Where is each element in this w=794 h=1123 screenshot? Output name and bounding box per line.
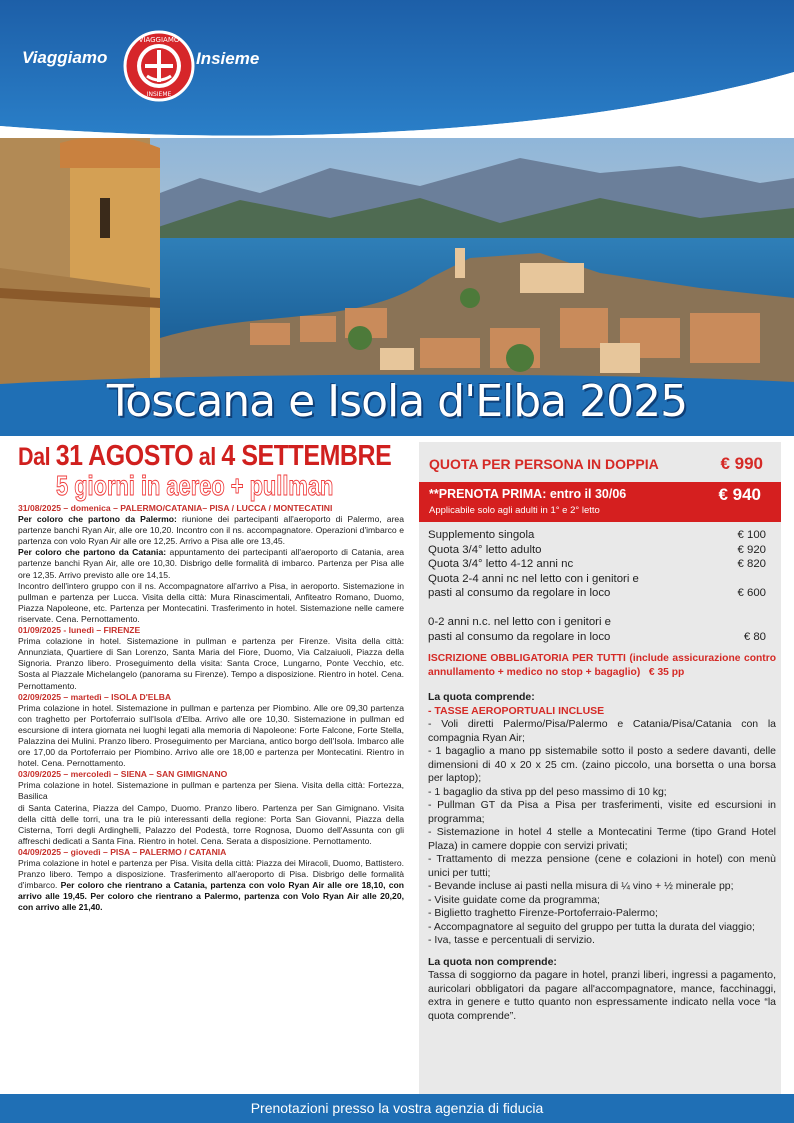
excludes-text: Tassa di soggiorno da pagare in hotel, pranzi liberi, ingressi a pagamento, auricolari obbligatori da pagare all'accompagnatore, mance, facchinaggi, extra in genere e tutto quanto non espressamente indicato nella voce “la quota comprende”.: [428, 969, 776, 1022]
supplements-list: [428, 528, 766, 644]
logo-bottom-text: INSIEME: [146, 91, 172, 98]
brand-left-text: Viaggiamo: [22, 48, 108, 67]
dates-mid: al: [198, 443, 216, 471]
includes-item: - Accompagnatore al seguito del gruppo per tutta la durata del viaggio;: [428, 920, 755, 933]
includes-item: - Pullman GT da Pisa a Pisa per trasferimenti, visite ed escursioni in programma;: [428, 799, 776, 825]
footer: [0, 1094, 794, 1123]
logo-top-text: VIAGGIAMO: [138, 36, 180, 44]
pricing-panel: [419, 442, 781, 1110]
child-0-2-line1: 0-2 anni n.c. nel letto con i genitori e: [428, 615, 611, 628]
day-heading: 02/09/2025 – martedì – ISOLA D'ELBA: [18, 691, 172, 702]
includes-item: - Iva, tasse e percentuali di servizio.: [428, 934, 595, 946]
promo-price: € 940: [718, 485, 761, 504]
elba-landscape-illustration: [0, 138, 794, 396]
includes-item: - Bevande incluse ai pasti nella misura di ¼ vino + ½ minerale pp;: [428, 880, 734, 892]
supplement-row: Quota 3/4° letto adulto € 920: [428, 543, 766, 556]
excludes-heading: La quota non comprende:: [428, 955, 557, 968]
promo-label: **PRENOTA PRIMA: entro il 30/06: [429, 487, 627, 501]
includes-item: - Voli diretti Palermo/Pisa/Palermo e Catania/Pisa/Catania con la compagnia Ryan Air;: [428, 718, 776, 744]
day-paragraph: Incontro dell'intero gruppo con il ns. Accompagnatore all'arrivo a Pisa, in aeroporto. Sistemazione in pullman e partenza per Lucca. Visita della città: Mura Rinascimentali, Anfiteatro Romano, Duomo, Piazza Napoleone, etc. Partenza per Montecatini. Trasferimento in hotel. Sistemazione nelle camere riservate. Cena. Pernottamento.: [18, 580, 404, 624]
page-title: Toscana e Isola d'Elba 2025: [106, 376, 688, 427]
includes-item: - 1 bagaglio da stiva pp del peso massimo di 10 kg;: [428, 785, 667, 798]
hero-image: [0, 138, 794, 396]
day-heading: 01/09/2025 - lunedì – FIRENZE: [18, 625, 141, 636]
includes-heading: La quota comprende:: [428, 691, 535, 703]
child-0-2-row: pasti al consumo da regolare in loco € 80: [428, 630, 766, 643]
early-booking-banner: [419, 482, 781, 522]
dates-end: 4 SETTEMBRE: [221, 440, 392, 472]
itinerary: [18, 503, 404, 913]
quote-label: QUOTA PER PERSONA IN DOPPIA: [429, 456, 659, 472]
includes-item: - Trattamento di mezza pensione (cene e colazioni in hotel) con menù unici per tutti;: [428, 853, 776, 879]
travel-dates: [18, 440, 392, 472]
day-paragraph: Per coloro che partono da Catania: appuntamento dei partecipanti all'aeroporto di Catania, area partenze banchi Ryan Air, alle ore 10,30. Disbrigo delle formalità di imbarco. Partenza per Pisa alle ore 12,35. Arrivo previsto alle ore 14,15.: [18, 547, 405, 580]
includes-item: - Biglietto traghetto Firenze-Portoferraio-Palermo;: [428, 907, 658, 919]
includes-item: - Sistemazione in hotel 4 stelle a Montecatini Terme (tipo Grand Hotel Plaza) in camere doppie con servizi privati;: [428, 826, 776, 852]
day-paragraph: di Santa Caterina, Piazza del Campo, Duomo. Pranzo libero. Partenza per San Gimignano. Visita della città delle torri, una tra le più interessanti della regione: Porta San Giovanni, Piazza della Cisterna, Torri degli Ardinghelli, Palazzo del Podestà, torre Rognosa, Duomo dell'Assunta con gli affreschi dedicati a Santa Fina. Rientro in hotel. Cena. Serata a disposizione. Pernottamento.: [18, 802, 404, 846]
child-2-4-line1: Quota 2-4 anni nc nel letto con i genitori e: [428, 572, 639, 585]
registration-note: ISCRIZIONE OBBLIGATORIA PER TUTTI (include assicurazione contro annullamento + medico no stop + bagaglio) € 35 pp: [428, 653, 776, 678]
day-heading: 04/09/2025 – giovedì – PISA – PALERMO / CATANIA: [18, 846, 227, 857]
supplement-row: Quota 3/4° letto 4-12 anni nc € 820: [428, 558, 766, 571]
dates-prefix: Dal: [18, 443, 51, 471]
includes-item: - Visite guidate come da programma;: [428, 893, 600, 906]
supplement-row: Supplemento singola € 100: [428, 529, 766, 541]
day-paragraph: Prima colazione in hotel e partenza per Pisa. Visita della città: Piazza dei Miracoli, Duomo, Battistero. Pranzo libero. Tempo a disposizione. Trasferimento all'aeroporto di Pisa. Disbrigo delle formalità d'imbarco. Per coloro che rientrano a Catania, partenza con volo Ryan Air alle ore 18,10, con arrivo alle 19,45. Per coloro che rientrano a Palermo, partenza con Volo Ryan Air alle 20,20, con arrivo alle 21,40.: [18, 858, 404, 913]
quote-price: € 990: [720, 454, 763, 473]
brand-logo-icon: [123, 30, 195, 102]
brand-right-text: Insieme: [196, 49, 260, 68]
day-paragraph: Per coloro che partono da Palermo: riunione dei partecipanti all'aeroporto di Palermo, area partenze banchi Ryan Air, alle ore 10,20. Incontro con il ns. accompagnatore. Operazioni d'imbarco e partenza con volo Ryan Air alle ore 12,25. Arrivo a Pisa alle ore 13,45.: [18, 514, 404, 547]
day-paragraph: Prima colazione in hotel. Sistemazione in pullman e partenza per Siena. Visita della città: Fortezza, Basilica: [18, 780, 404, 802]
includes-section: [428, 691, 776, 1023]
dates-start: 31 AGOSTO: [55, 440, 194, 472]
itinerary-column: [18, 442, 404, 913]
day-paragraph: Prima colazione in hotel. Sistemazione in pullman e partenza per Firenze. Visita della città: Annunziata, Quartiere di San Lorenzo, Santa Maria del Fiore, Duomo, Via Calzaiuoli, Piazza della Signoria. Pranzo libero. Proseguimento della visita: Santa Croce, Lungarno, Ponte Vecchio, etc. Sosta al Piazzale Michelangelo (panorama su Firenze). Tempo a disposizione. Rientro in hotel. Cena. Pernottamento.: [18, 636, 404, 691]
header-background: [0, 0, 794, 150]
child-2-4-row: pasti al consumo da regolare in loco € 600: [428, 587, 766, 600]
day-heading: 03/09/2025 – mercoledì – SIENA – SAN GIMIGNANO: [18, 769, 228, 780]
day-heading: 31/08/2025 – domenica – PALERMO/CATANIA– PISA / LUCCA / MONTECATINI: [18, 503, 333, 513]
footer-text: Prenotazioni presso la vostra agenzia di fiducia: [250, 1100, 544, 1116]
day-paragraph: Prima colazione in hotel. Sistemazione in pullman e partenza per Piombino. Alle ore 09,30 partenza con traghetto per Portoferraio sull'Isola d'Elba. Arrivo alle ore 10,30. Sistemazione in pullman ed escursione di intera giornata nei luoghi legati alla memoria di Napoleone: Forte Falcone, Forte Stella, Palazzina dei Mulini. Pranzo libero. Proseguimento per Marciana, antico borgo dell'Isola. Imbarco alle ore 17,00 da Portoferraio per Piombino. Arrivo alle ore 18,00 e partenza per Montecatini. Rientro in hotel. Cena. Pernottamento.: [18, 702, 404, 769]
trip-duration: 5 giorni in aereo + pullman: [56, 470, 334, 501]
header: [0, 0, 794, 150]
promo-note: Applicabile solo agli adulti in 1° e 2° letto: [429, 505, 600, 516]
includes-highlight: - TASSE AEROPORTUALI INCLUSE: [428, 704, 605, 717]
includes-item: - 1 bagaglio a mano pp sistemabile sotto il posto a sedere davanti, delle dimensioni di 40 x 20 x 25 cm. (zaino piccolo, una borsetta o una borsa per laptop);: [428, 745, 776, 784]
